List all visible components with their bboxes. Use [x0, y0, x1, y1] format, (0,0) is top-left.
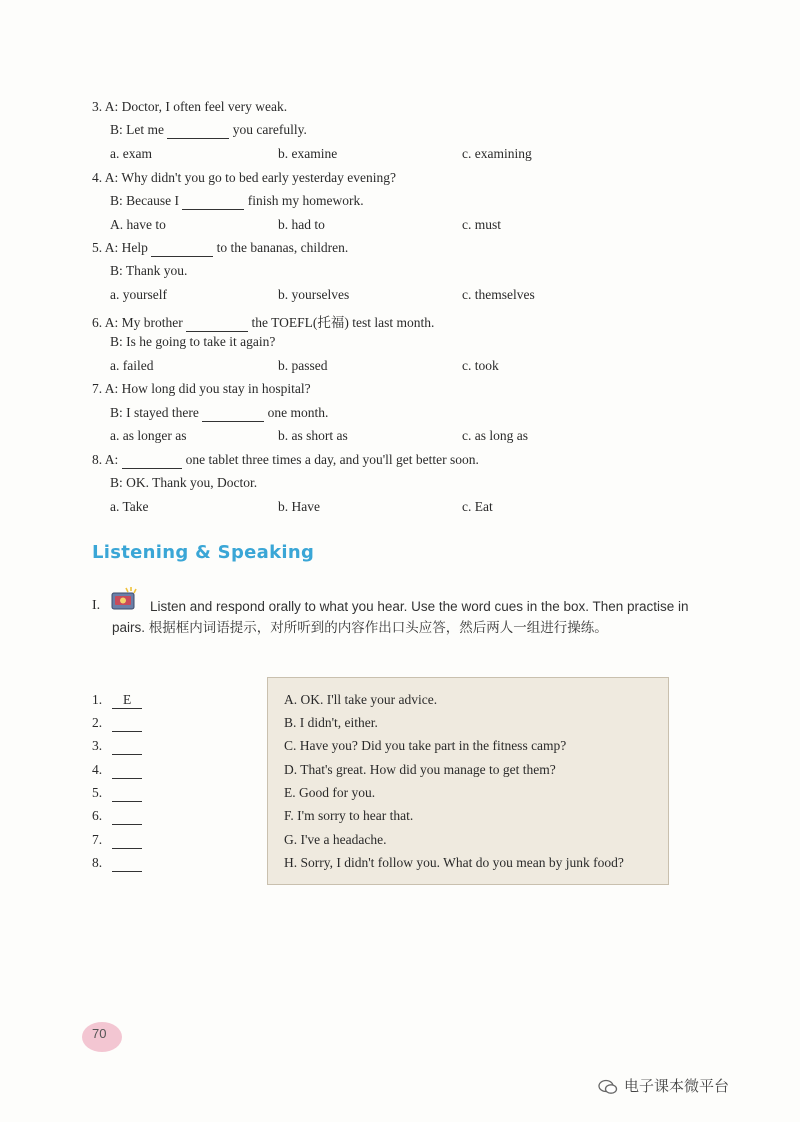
q4-a-label: A: — [104, 170, 119, 185]
q5-line-a — [92, 240, 348, 257]
q4-option-b[interactable]: b. had to — [278, 217, 325, 232]
q5-option-c[interactable]: c. themselves — [462, 287, 535, 302]
q7-b-post: one month. — [267, 405, 329, 420]
q6-line-b — [110, 334, 275, 350]
answer-number: 2. — [92, 715, 103, 730]
section-title: Listening & Speaking — [92, 542, 315, 563]
answer-number: 8. — [92, 855, 103, 870]
q8-line-a — [92, 452, 479, 469]
watermark-text: 电子课本微平台 — [624, 1077, 730, 1095]
answer-row — [92, 692, 142, 709]
word-cue-box — [267, 677, 669, 885]
q5-option-b[interactable]: b. yourselves — [278, 287, 350, 302]
q3-a-text: Doctor, I often feel very weak. — [121, 99, 288, 114]
answer-blank[interactable] — [112, 785, 142, 802]
q7-a-label: A: — [104, 381, 119, 396]
q7-option-c[interactable]: c. as long as — [462, 428, 528, 443]
q5-a-post: to the bananas, children. — [216, 240, 349, 255]
q6-a-pre: My brother — [121, 315, 183, 330]
q7-a-text: How long did you stay in hospital? — [121, 381, 311, 396]
q4-option-a[interactable]: A. have to — [110, 217, 166, 232]
answer-blank[interactable]: E — [112, 692, 142, 709]
q3-option-b[interactable]: b. examine — [278, 146, 338, 161]
q6-a-label: A: — [104, 315, 119, 330]
q3-b-post: you carefully. — [232, 122, 307, 137]
q3-blank[interactable] — [167, 122, 229, 139]
q4-a-text: Why didn't you go to bed early yesterday evening? — [121, 170, 397, 185]
cue-item-h: H. Sorry, I didn't follow you. What do you mean by junk food? — [284, 855, 624, 870]
q7-b-pre: I stayed there — [126, 405, 199, 420]
q5-a-pre: Help — [121, 240, 148, 255]
q6-option-b[interactable]: b. passed — [278, 358, 328, 373]
q4-line-b — [110, 193, 364, 210]
q3-b-pre: Let me — [126, 122, 164, 137]
q8-a-post: one tablet three times a day, and you'll get better soon. — [185, 452, 479, 467]
q8-b-label: B: — [110, 475, 123, 490]
answer-number: 5. — [92, 785, 103, 800]
q4-line-a — [92, 170, 396, 186]
q8-number: 8. — [92, 452, 103, 467]
q6-line-a — [92, 311, 434, 332]
q4-b-post: finish my homework. — [247, 193, 364, 208]
q6-number: 6. — [92, 315, 103, 330]
cue-item-c: C. Have you? Did you take part in the fitness camp? — [284, 738, 567, 753]
answer-blank[interactable] — [112, 808, 142, 825]
chat-bubble-icon — [598, 1079, 618, 1095]
q8-option-a[interactable]: a. Take — [110, 499, 149, 514]
q5-number: 5. — [92, 240, 103, 255]
q3-line-b — [110, 122, 307, 139]
answer-row — [92, 762, 142, 779]
q7-option-a[interactable]: a. as longer as — [110, 428, 187, 443]
q5-option-a[interactable]: a. yourself — [110, 287, 167, 302]
answer-blank[interactable] — [112, 738, 142, 755]
cue-item-d: D. That's great. How did you manage to get them? — [284, 762, 556, 777]
q6-b-label: B: — [110, 334, 123, 349]
answer-blank[interactable] — [112, 832, 142, 849]
answer-number: 3. — [92, 738, 103, 753]
instruction-english: Listen and respond orally to what you hear. Use the word cues in the box. Then practise in pairs. — [112, 599, 689, 635]
q4-blank[interactable] — [182, 193, 244, 210]
q6-a-post: the TOEFL(托福) test last month. — [251, 315, 435, 330]
q6-blank[interactable] — [186, 315, 248, 332]
q6-option-c[interactable]: c. took — [462, 358, 499, 373]
q6-b-text: Is he going to take it again? — [126, 334, 276, 349]
q3-a-label: A: — [104, 99, 119, 114]
instruction-text — [112, 596, 712, 638]
q6-option-a[interactable]: a. failed — [110, 358, 154, 373]
cue-item-e: E. Good for you. — [284, 785, 376, 800]
answer-row — [92, 715, 142, 732]
answer-number: 6. — [92, 808, 103, 823]
answer-row — [92, 832, 142, 849]
answer-row — [92, 785, 142, 802]
q8-option-b[interactable]: b. Have — [278, 499, 320, 514]
q8-blank[interactable] — [122, 452, 182, 469]
q7-line-a — [92, 381, 311, 397]
q3-option-a[interactable]: a. exam — [110, 146, 152, 161]
q7-blank[interactable] — [202, 405, 264, 422]
q5-b-label: B: — [110, 263, 123, 278]
q5-line-b — [110, 263, 187, 279]
q3-line-a — [92, 99, 287, 115]
answer-row — [92, 808, 142, 825]
cue-item-b: B. I didn't, either. — [284, 715, 378, 730]
answer-number: 1. — [92, 692, 103, 707]
q8-a-label: A: — [104, 452, 119, 467]
answer-number: 7. — [92, 832, 103, 847]
q5-b-text: Thank you. — [125, 263, 188, 278]
answer-blank[interactable] — [112, 762, 142, 779]
q7-option-b[interactable]: b. as short as — [278, 428, 348, 443]
q5-blank[interactable] — [151, 240, 213, 257]
q7-number: 7. — [92, 381, 103, 396]
q4-b-label: B: — [110, 193, 123, 208]
q3-option-c[interactable]: c. examining — [462, 146, 532, 161]
q5-a-label: A: — [104, 240, 119, 255]
q7-b-label: B: — [110, 405, 123, 420]
watermark — [598, 1075, 729, 1096]
q8-option-c[interactable]: c. Eat — [462, 499, 493, 514]
instruction-chinese: 根据框内词语提示，对所听到的内容作出口头应答，然后两人一组进行操练。 — [148, 620, 608, 635]
q7-line-b — [110, 405, 328, 422]
answer-row — [92, 738, 142, 755]
answer-row — [92, 855, 142, 872]
cue-item-a: A. OK. I'll take your advice. — [284, 692, 438, 707]
cue-item-f: F. I'm sorry to hear that. — [284, 808, 414, 823]
q3-b-label: B: — [110, 122, 123, 137]
q4-option-c[interactable]: c. must — [462, 217, 501, 232]
q3-number: 3. — [92, 99, 103, 114]
q8-b-text: OK. Thank you, Doctor. — [126, 475, 258, 490]
page-number: 70 — [92, 1026, 107, 1041]
answer-number: 4. — [92, 762, 103, 777]
cue-item-g: G. I've a headache. — [284, 832, 387, 847]
answer-blank[interactable] — [112, 715, 142, 732]
exercise-number: I. — [92, 598, 101, 613]
answer-blank[interactable] — [112, 855, 142, 872]
q4-number: 4. — [92, 170, 103, 185]
q4-b-pre: Because I — [126, 193, 179, 208]
q8-line-b — [110, 475, 257, 491]
